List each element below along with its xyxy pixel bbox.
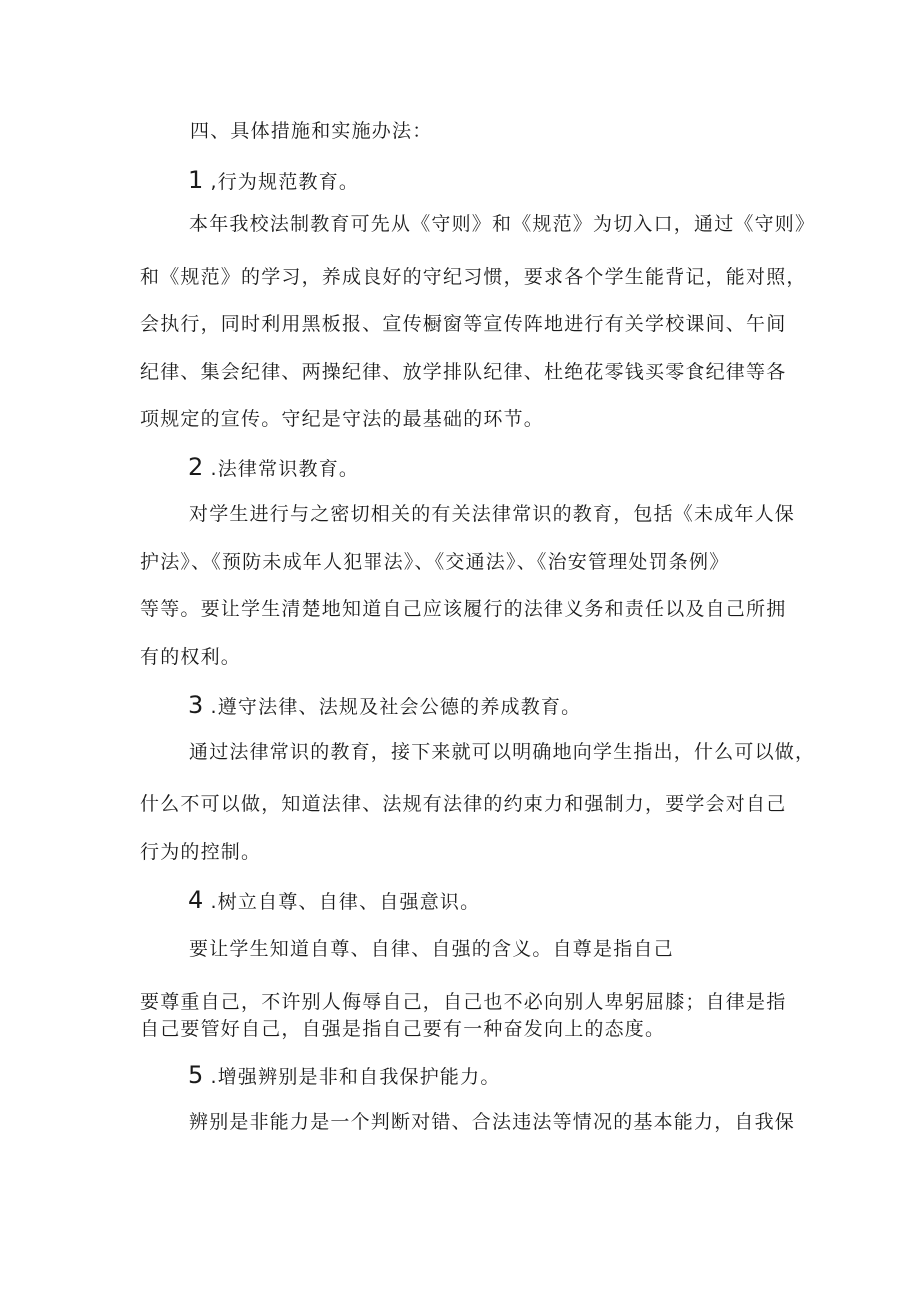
item-title: .遵守法律、法规及社会公德的养成教育。 <box>210 696 582 718</box>
paragraph-line: 对学生进行与之密切相关的有关法律常识的教育，包括《未成年人保 <box>189 503 796 525</box>
paragraph-line: 纪律、集会纪律、两操纪律、放学排队纪律、杜绝花零钱买零食纪律等各 <box>140 361 787 383</box>
item-title: .增强辨别是非和自我保护能力。 <box>210 1066 501 1088</box>
item-number: 4 <box>188 886 205 914</box>
paragraph-line: 要尊重自己，不许别人侮辱自己，自己也不必向别人卑躬屈膝；自律是指 <box>140 991 787 1013</box>
item-heading-5 <box>188 1063 501 1087</box>
paragraph-line: 什么不可以做，知道法律、法规有法律的约束力和强制力，要学会对自己 <box>140 793 787 815</box>
item-heading-4 <box>188 888 480 912</box>
item-title: ,行为规范教育。 <box>210 171 360 193</box>
paragraph-line: 通过法律常识的教育，接下来就可以明确地向学生指出，什么可以做， <box>189 741 816 763</box>
paragraph-line: 护法》、《预防未成年人犯罪法》、《交通法》、《治安管理处罚条例》 <box>140 551 730 573</box>
paragraph-line: 会执行，同时利用黑板报、宣传橱窗等宣传阵地进行有关学校课间、午间 <box>140 313 787 335</box>
item-number: 5 <box>188 1061 205 1089</box>
item-heading-2 <box>188 455 359 479</box>
paragraph-line: 行为的控制。 <box>140 841 262 863</box>
section-title: 四、具体措施和实施办法： <box>190 120 433 142</box>
paragraph-line: 有的权利。 <box>140 646 242 668</box>
item-number: 3 <box>188 691 205 719</box>
paragraph-line: 和《规范》的学习，养成良好的守纪习惯，要求各个学生能背记，能对照， <box>140 266 807 288</box>
item-heading-1 <box>188 168 359 192</box>
paragraph-line: 等等。要让学生清楚地知道自己应该履行的法律义务和责任以及自己所拥 <box>140 598 787 620</box>
item-number: 1 <box>188 166 205 194</box>
paragraph-line: 要让学生知道自尊、自律、自强的含义。自尊是指自己 <box>189 938 674 960</box>
item-heading-3 <box>188 693 581 717</box>
paragraph-line: 项规定的宣传。守纪是守法的最基础的环节。 <box>140 408 545 430</box>
paragraph-line: 本年我校法制教育可先从《守则》和《规范》为切入口，通过《守则》 <box>189 213 816 235</box>
item-number: 2 <box>188 453 205 481</box>
item-title: .树立自尊、自律、自强意识。 <box>210 891 481 913</box>
paragraph-line: 辨别是非能力是一个判断对错、合法违法等情况的基本能力，自我保 <box>189 1111 796 1133</box>
item-title: .法律常识教育。 <box>210 458 360 480</box>
paragraph-line: 自己要管好自己，自强是指自己要有一种奋发向上的态度。 <box>140 1018 666 1040</box>
